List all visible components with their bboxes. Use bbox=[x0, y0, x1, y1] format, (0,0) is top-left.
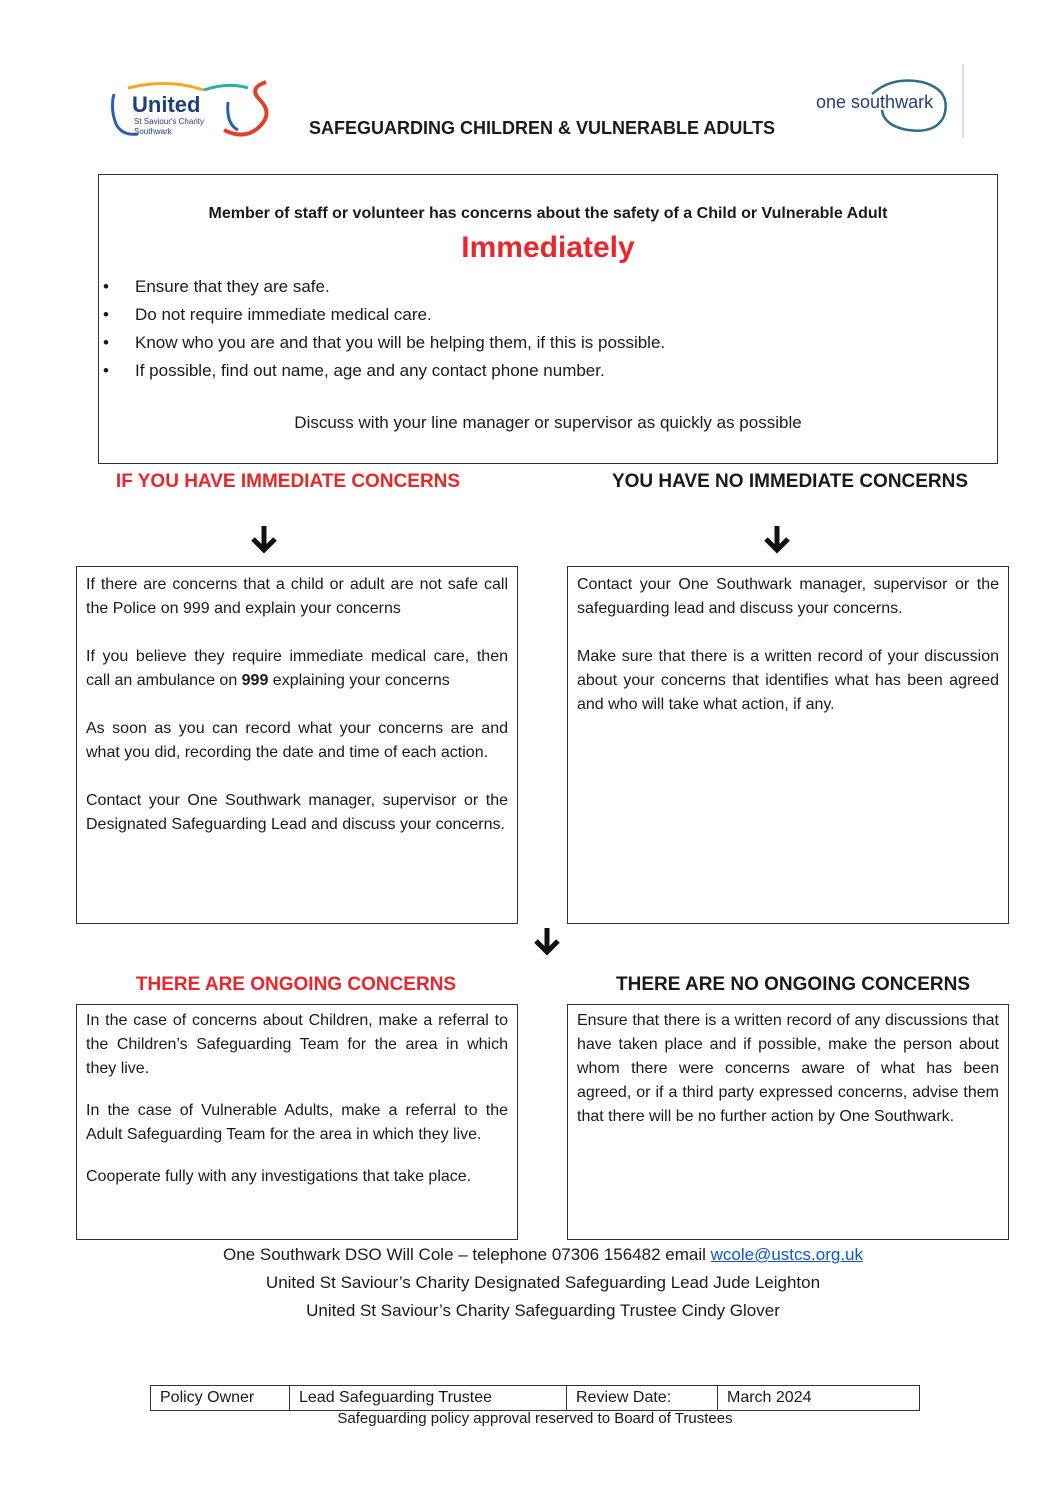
policy-owner-value: Lead Safeguarding Trustee bbox=[290, 1386, 567, 1411]
paragraph: If there are concerns that a child or adult are not safe call the Police on 999 and explain your concerns bbox=[86, 576, 508, 617]
policy-table bbox=[150, 1385, 920, 1411]
no-ongoing-concerns-heading: THERE ARE NO ONGOING CONCERNS bbox=[616, 974, 970, 995]
paragraph: Ensure that there is a written record of any discussions that have taken place and if possible, make the person about whom there were concerns aware of what has been agreed, or if a third party expressed concerns, advise them that there will be no further action by One Southwark. bbox=[577, 1012, 999, 1125]
ongoing-concerns-heading: THERE ARE ONGOING CONCERNS bbox=[135, 974, 457, 995]
checklist-item: • Ensure that they are safe. bbox=[99, 273, 665, 301]
paragraph: Cooperate fully with any investigations that take place. bbox=[86, 1168, 472, 1185]
paragraph: Make sure that there is a written record of your discussion about your concerns that identifies what has been agreed and who will take what action, if any. bbox=[577, 648, 999, 713]
email-link[interactable]: wcole@ustcs.org.uk bbox=[710, 1245, 863, 1264]
paragraph: In the case of Vulnerable Adults, make a referral to the Adult Safeguarding Team for the area in which they live. bbox=[86, 1102, 508, 1143]
paragraph: Contact your One Southwark manager, supervisor or the Designated Safeguarding Lead and discuss your concerns. bbox=[86, 792, 508, 833]
trustee-line: United St Saviour’s Charity Safeguarding Trustee Cindy Glover bbox=[306, 1301, 780, 1320]
review-date-value: March 2024 bbox=[718, 1386, 920, 1411]
no-immediate-concerns-heading: YOU HAVE NO IMMEDIATE CONCERNS bbox=[611, 471, 969, 492]
paragraph: In the case of concerns about Children, make a referral to the Children’s Safeguarding Team for the area in which they live. bbox=[86, 1012, 508, 1077]
contacts-block bbox=[98, 1241, 988, 1325]
initial-concern-box bbox=[98, 174, 998, 464]
paragraph: As soon as you can record what your concerns are and what you did, recording the date and time of each action. bbox=[86, 720, 508, 761]
no-ongoing-concerns-box bbox=[567, 1004, 1009, 1240]
paragraph: If you believe they require immediate medical care, then call an ambulance on 999 explaining your concerns bbox=[86, 648, 508, 689]
review-date-label: Review Date: bbox=[567, 1386, 718, 1411]
no-immediate-concerns-box bbox=[567, 566, 1009, 924]
table-row bbox=[151, 1386, 920, 1411]
ongoing-concerns-box bbox=[76, 1004, 518, 1240]
checklist-item: • If possible, find out name, age and any contact phone number. bbox=[99, 357, 665, 385]
immediate-checklist bbox=[99, 273, 665, 385]
one-southwark-logo bbox=[812, 64, 968, 138]
united-st-saviours-logo bbox=[108, 78, 280, 138]
svg-text:one southwark: one southwark bbox=[816, 92, 934, 112]
dso-contact-line: One Southwark DSO Will Cole – telephone 07306 156482 email wcole@ustcs.org.uk bbox=[223, 1245, 863, 1264]
page-title: SAFEGUARDING CHILDREN & VULNERABLE ADULTS bbox=[309, 118, 775, 138]
immediate-concerns-heading: IF YOU HAVE IMMEDIATE CONCERNS bbox=[115, 471, 461, 492]
arrow-down-icon bbox=[532, 926, 562, 956]
checklist-item: • Do not require immediate medical care. bbox=[99, 301, 665, 329]
svg-text:St Saviour's Charity: St Saviour's Charity bbox=[134, 117, 204, 126]
immediately-heading: Immediately bbox=[461, 231, 635, 264]
policy-owner-label: Policy Owner bbox=[151, 1386, 290, 1411]
checklist-item: • Know who you are and that you will be helping them, if this is possible. bbox=[99, 329, 665, 357]
discuss-instruction: Discuss with your line manager or supervisor as quickly as possible bbox=[294, 413, 802, 432]
svg-text:United: United bbox=[132, 92, 201, 117]
approval-note: Safeguarding policy approval reserved to Board of Trustees bbox=[337, 1410, 733, 1427]
svg-text:Southwark: Southwark bbox=[134, 127, 172, 136]
arrow-down-icon bbox=[762, 524, 792, 554]
immediate-concerns-box bbox=[76, 566, 518, 924]
paragraph: Contact your One Southwark manager, supervisor or the safeguarding lead and discuss your concerns. bbox=[577, 576, 999, 617]
designated-lead-line: United St Saviour’s Charity Designated Safeguarding Lead Jude Leighton bbox=[265, 1273, 821, 1292]
arrow-down-icon bbox=[249, 524, 279, 554]
concern-statement: Member of staff or volunteer has concerns about the safety of a Child or Vulnerable Adult bbox=[208, 205, 888, 222]
